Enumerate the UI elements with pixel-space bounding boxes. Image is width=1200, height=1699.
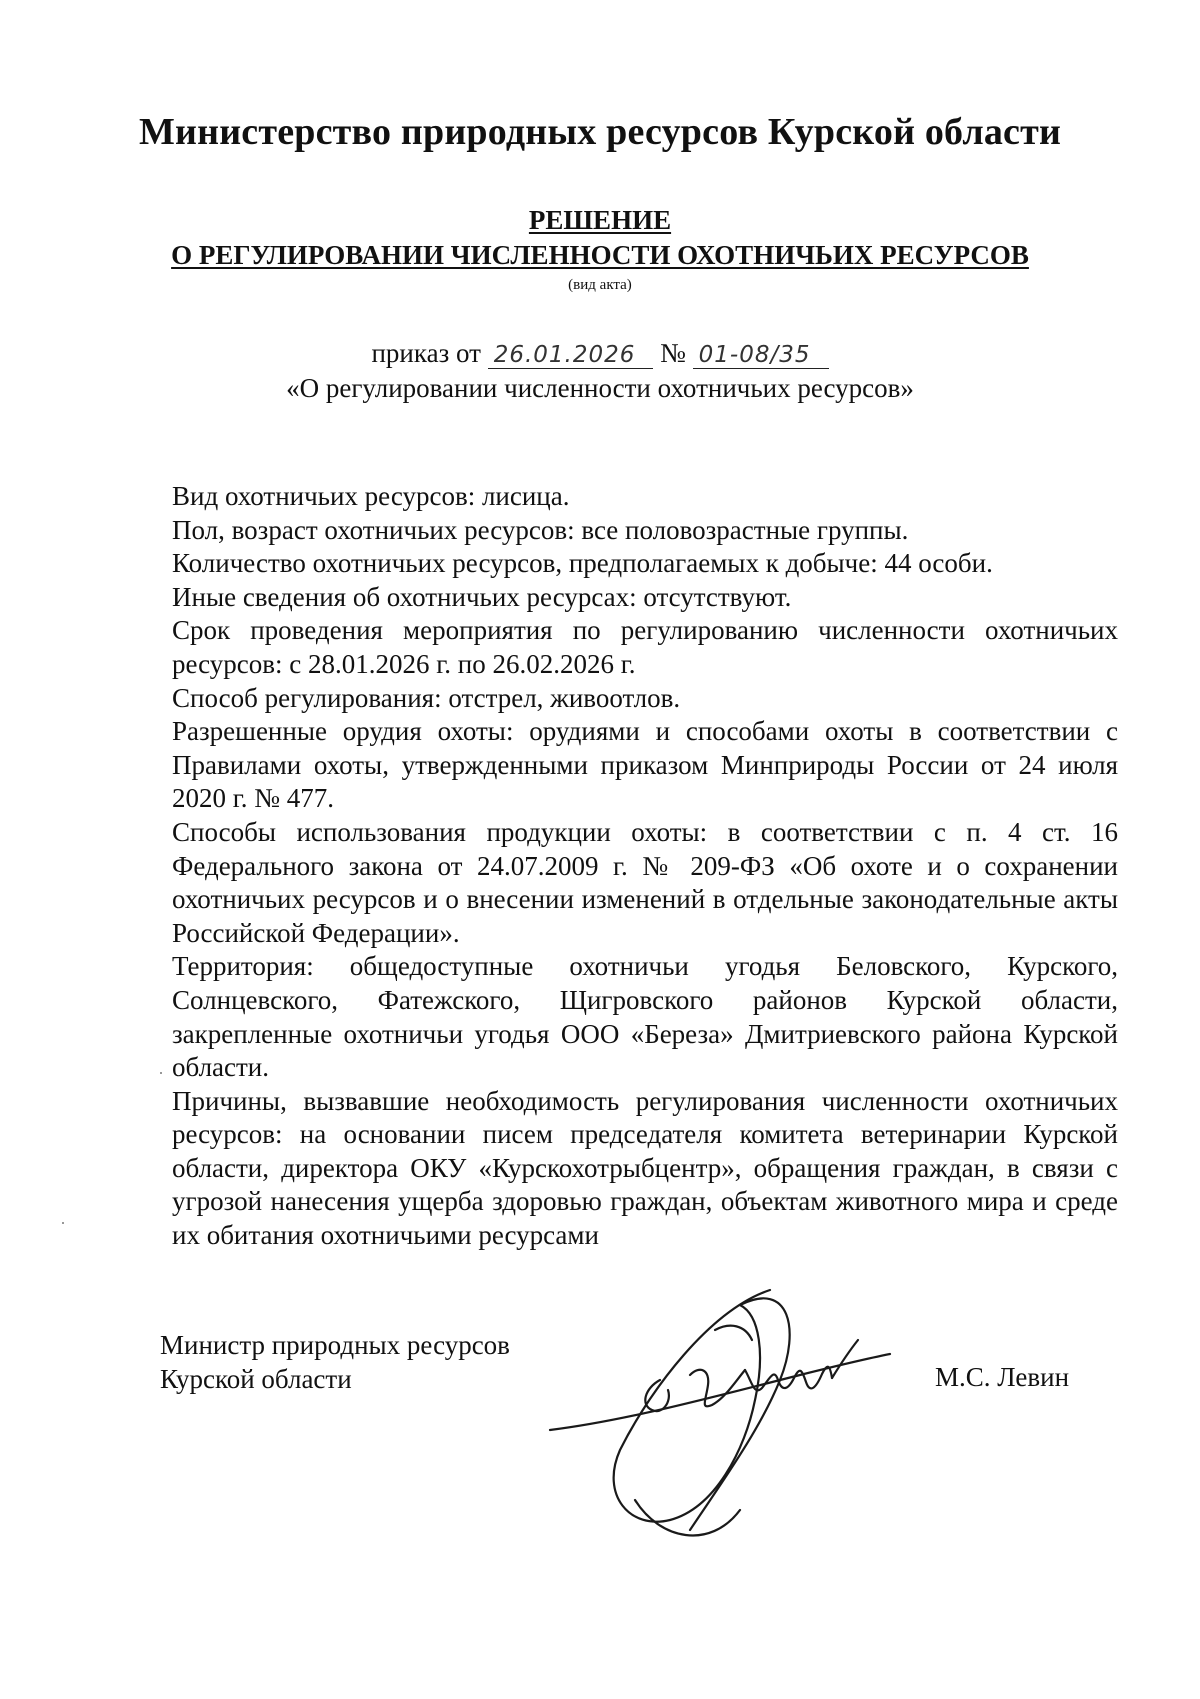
paragraph-period: Срок проведения мероприятия по регулированию численности охотничьих ресурсов: с 28.01.2026 г. по 26.02.2026 г.: [172, 615, 1118, 679]
paragraph-species: Вид охотничьих ресурсов: лисица.: [172, 481, 570, 511]
paragraph-hunting-tools: Разрешенные орудия охоты: орудиями и способами охоты в соответствии с Правилами охоты, утвержденными приказом Минприроды России от 24 июля 2020 г. № 477.: [172, 716, 1118, 814]
ministry-heading: Министерство природных ресурсов Курской области: [138, 111, 1062, 153]
signer-position-line-1: Министр природных ресурсов: [160, 1330, 510, 1360]
scan-speck: [160, 1072, 162, 1074]
order-date-handwritten: 26.01.2026: [488, 342, 654, 369]
order-prefix: приказ от: [371, 338, 481, 368]
handwritten-signature: [540, 1270, 960, 1560]
decision-body: [172, 480, 1118, 1253]
act-type-line-2: О РЕГУЛИРОВАНИИ ЧИСЛЕННОСТИ ОХОТНИЧЬИХ РЕСУРСОВ: [171, 240, 1029, 270]
signer-name: М.С. Левин: [935, 1362, 1070, 1392]
order-title: «О регулировании численности охотничьих ресурсов»: [286, 373, 914, 403]
act-type-line-1: РЕШЕНИЕ: [528, 205, 672, 235]
act-type-heading: [0, 203, 1200, 273]
order-number-prefix: №: [660, 338, 686, 368]
order-number-handwritten: 01-08/35: [693, 342, 829, 369]
paragraph-other-info: Иные сведения об охотничьих ресурсах: отсутствуют.: [172, 581, 792, 612]
paragraph-method: Способ регулирования: отстрел, живоотлов.: [172, 682, 681, 713]
order-reference: [0, 338, 1200, 369]
signer-position-line-2: Курской области: [160, 1364, 352, 1394]
paragraph-reasons: Причины, вызвавшие необходимость регулирования численности охотничьих ресурсов: на основании писем председателя комитета ветеринарии Курской области, директора ОКУ «Курскохотрыбцентр», обращения граждан, в связи с угрозой нанесения ущерба здоровью граждан, объектам животного мира и среде их обитания охотничьими ресурсами: [172, 1085, 1118, 1251]
paragraph-quantity: Количество охотничьих ресурсов, предполагаемых к добыче: 44 особи.: [172, 548, 993, 579]
act-type-caption: (вид акта): [568, 277, 632, 293]
signer-position: [160, 1328, 580, 1396]
paragraph-territory: Территория: общедоступные охотничьи угодья Беловского, Курского, Солнцевского, Фатежского, Щигровского районов Курской области, закрепленные охотничьи угодья ООО «Береза» Дмитриевского района Курской области.: [172, 951, 1118, 1083]
scan-speck: [62, 1222, 64, 1224]
paragraph-product-use: Способы использования продукции охоты: в соответствии с п. 4 ст. 16 Федерального закона от 24.07.2009 г. № 209-ФЗ «Об охоте и о сохранении охотничьих ресурсов и о внесении изменений в отдельные законодательные акты Российской Федерации».: [172, 816, 1118, 948]
paragraph-sex-age: Пол, возраст охотничьих ресурсов: все половозрастные группы.: [172, 514, 909, 545]
